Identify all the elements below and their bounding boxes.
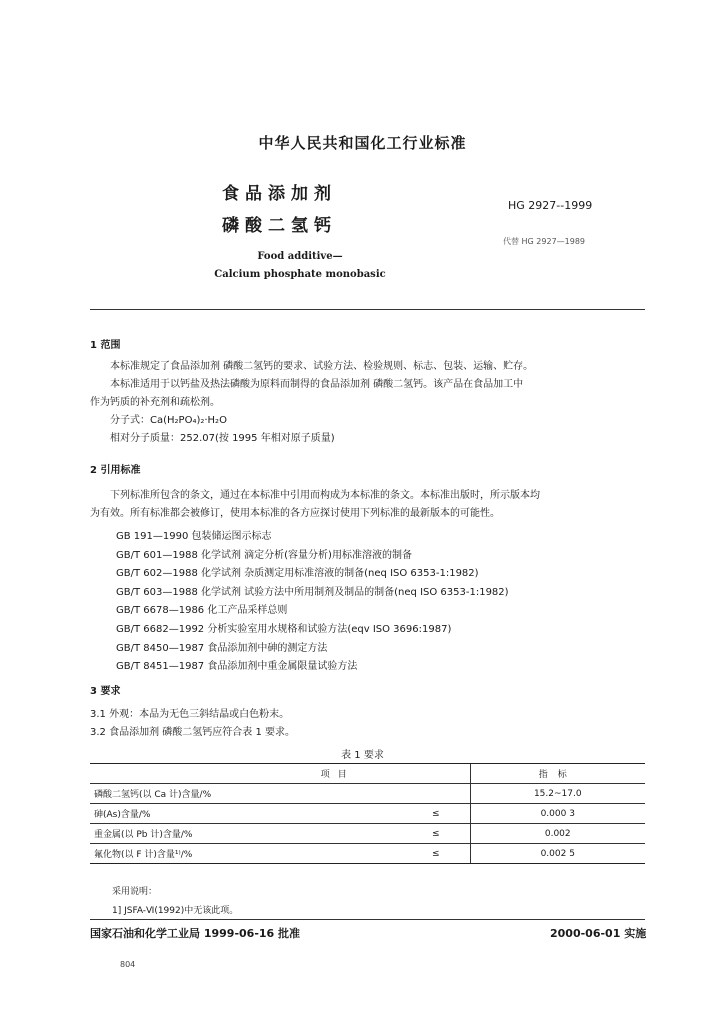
section-1-heading: 1 范围 bbox=[90, 340, 121, 351]
standard-code: HG 2927--1999 bbox=[508, 199, 593, 212]
row-symbol bbox=[390, 784, 470, 804]
row-item: 磷酸二氢钙(以 Ca 计)含量/% bbox=[90, 784, 390, 804]
reference-item: GB/T 602—1988 化学试剂 杂质测定用标准溶液的制备(neq ISO 6353-1:1982) bbox=[116, 568, 479, 580]
references-paragraph-a: 下列标准所包含的条文，通过在本标准中引用而构成为本标准的条文。本标准出版时，所示版本均 bbox=[110, 490, 540, 501]
table-row bbox=[90, 844, 645, 864]
row-symbol: ≤ bbox=[390, 824, 470, 844]
references-paragraph-b: 为有效。所有标准都会被修订，使用本标准的各方应探讨使用下列标准的最新版本的可能性。 bbox=[90, 508, 500, 519]
section-3-body bbox=[90, 706, 650, 742]
row-item: 重金属(以 Pb 计)含量/% bbox=[90, 824, 390, 844]
standard-english-title bbox=[0, 248, 600, 284]
table-header-row bbox=[90, 764, 645, 784]
molecular-mass: 相对分子质量：252.07(按 1995 年相对原子质量) bbox=[110, 433, 335, 444]
english-title-line-2: Calcium phosphate monobasic bbox=[214, 269, 386, 280]
reference-item: GB/T 603—1988 化学试剂 试验方法中所用制剂及制品的制备(neq ISO 6353-1:1982) bbox=[116, 586, 509, 598]
effective-date: 2000-06-01 实施 bbox=[550, 927, 647, 940]
reference-item: GB/T 601—1988 化学试剂 滴定分析(容量分析)用标准溶液的制备 bbox=[116, 549, 412, 561]
title-line-2: 磷酸二氢钙 bbox=[222, 216, 337, 236]
row-symbol: ≤ bbox=[390, 804, 470, 824]
requirements-clause: 3.2 食品添加剂 磷酸二氢钙应符合表 1 要求。 bbox=[90, 727, 295, 738]
section-1-body bbox=[90, 358, 650, 448]
scope-paragraph-2a: 本标准适用于以钙盐及热法磷酸为原料而制得的食品添加剂 磷酸二氢钙。该产品在食品加工中 bbox=[110, 379, 524, 390]
standard-chinese-title bbox=[222, 178, 337, 242]
table-row bbox=[90, 784, 645, 804]
row-value: 15.2~17.0 bbox=[470, 784, 645, 804]
table-row bbox=[90, 824, 645, 844]
scope-paragraph-2b: 作为钙质的补充剂和疏松剂。 bbox=[90, 397, 220, 408]
reference-item: GB/T 6682—1992 分析实验室用水规格和试验方法(eqv ISO 3696:1987) bbox=[116, 623, 452, 635]
section-3-heading: 3 要求 bbox=[90, 686, 121, 697]
header-divider bbox=[90, 309, 645, 310]
row-symbol: ≤ bbox=[390, 844, 470, 864]
header-value: 指标 bbox=[470, 764, 645, 784]
footnote-title: 采用说明： bbox=[112, 887, 158, 897]
reference-list bbox=[116, 528, 509, 677]
english-title-line-1: Food additive— bbox=[257, 251, 343, 262]
appearance-clause: 3.1 外观：本品为无色三斜结晶或白色粉末。 bbox=[90, 709, 290, 720]
row-value: 0.000 3 bbox=[470, 804, 645, 824]
title-line-1: 食品添加剂 bbox=[222, 184, 337, 204]
table-caption: 表 1 要求 bbox=[341, 750, 384, 761]
footnote-text: 1] JSFA-Ⅵ(1992)中无该此项。 bbox=[112, 906, 239, 916]
row-item: 砷(As)含量/% bbox=[90, 804, 390, 824]
reference-item: GB 191—1990 包装储运图示标志 bbox=[116, 531, 272, 542]
section-2-intro bbox=[90, 487, 650, 523]
table-row bbox=[90, 804, 645, 824]
header-item: 项目 bbox=[90, 764, 470, 784]
organization-title: 中华人民共和国化工行业标准 bbox=[258, 134, 467, 152]
replaces-standard: 代替 HG 2927—1989 bbox=[503, 237, 586, 246]
row-value: 0.002 5 bbox=[470, 844, 645, 864]
row-item: 氟化物(以 F 计)含量¹⁾/% bbox=[90, 844, 390, 864]
reference-item: GB/T 8450—1987 食品添加剂中砷的测定方法 bbox=[116, 642, 328, 654]
reference-item: GB/T 6678—1986 化工产品采样总则 bbox=[116, 605, 288, 617]
row-value: 0.002 bbox=[470, 824, 645, 844]
reference-item: GB/T 8451—1987 食品添加剂中重金属限量试验方法 bbox=[116, 661, 358, 673]
molecular-formula: 分子式：Ca(H₂PO₄)₂·H₂O bbox=[110, 415, 227, 426]
scope-paragraph-1: 本标准规定了食品添加剂 磷酸二氢钙的要求、试验方法、检验规则、标志、包装、运输、贮存。 bbox=[110, 361, 534, 372]
footer-divider bbox=[90, 919, 645, 920]
publisher-approval: 国家石油和化学工业局 1999-06-16 批准 bbox=[90, 927, 301, 940]
page-number: 804 bbox=[120, 960, 136, 969]
requirements-table bbox=[90, 763, 645, 864]
section-2-heading: 2 引用标准 bbox=[90, 465, 141, 476]
